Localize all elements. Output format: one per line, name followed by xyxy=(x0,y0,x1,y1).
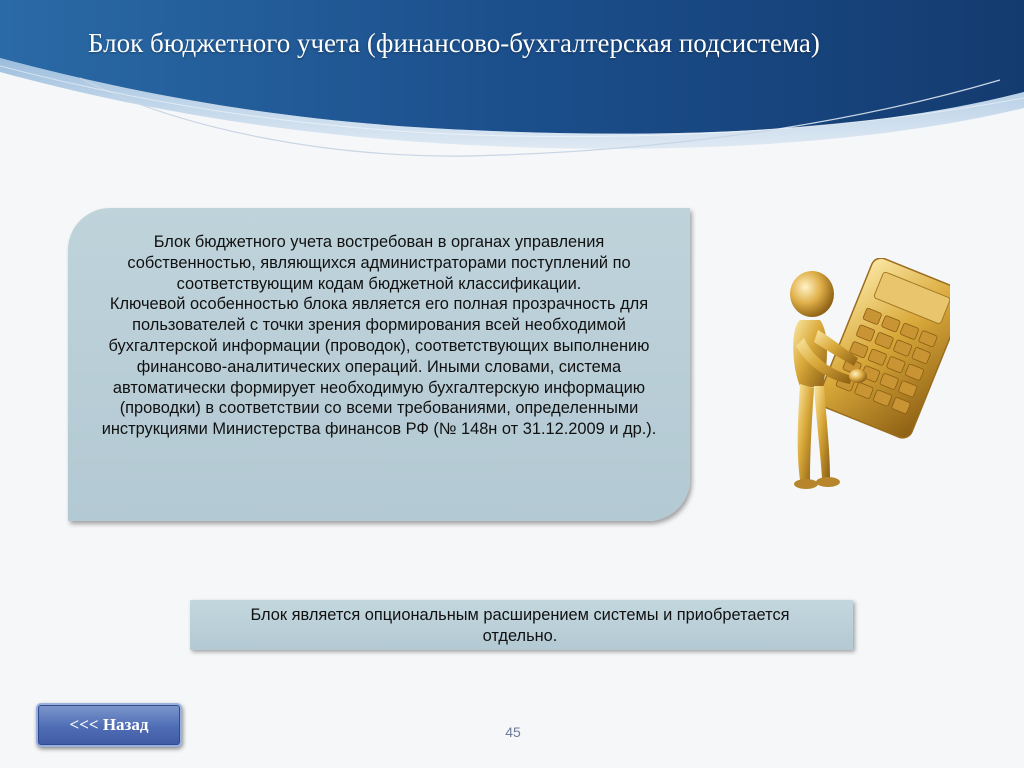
note-text: Блок является опциональным расширением системы и приобретается отдельно. xyxy=(250,606,790,645)
description-paragraph-2: Ключевой особенностью блока является его полная прозрачность для пользователей с точки зрения формирования всей необходимой бухгалтерской информации (проводок), соответствующих выполнению финансово-аналитических операций. Иными словами, система автоматически формирует необходимую бухгалтерскую информацию (проводки) в соответствии со всеми требованиями, определенными инструкциями Министерства финансов РФ (№ 148н от 31.12.2009 и др.). xyxy=(101,295,657,439)
back-button[interactable] xyxy=(36,703,182,747)
slide-header xyxy=(0,0,1024,170)
header-wave-graphic xyxy=(0,0,1024,170)
page-number: 45 xyxy=(505,724,521,740)
description-paragraph-1: Блок бюджетного учета востребован в органах управления собственностью, являющихся администраторами поступлений по соответствующим кодам бюджетной классификации. xyxy=(127,233,631,293)
golden-figure-calculator-icon xyxy=(760,258,950,498)
slide-title: Блок бюджетного учета (финансово-бухгалтерская подсистема) xyxy=(88,28,820,58)
back-button-label: <<< Назад xyxy=(69,715,149,734)
optional-extension-note xyxy=(190,600,853,650)
description-box xyxy=(68,208,690,521)
